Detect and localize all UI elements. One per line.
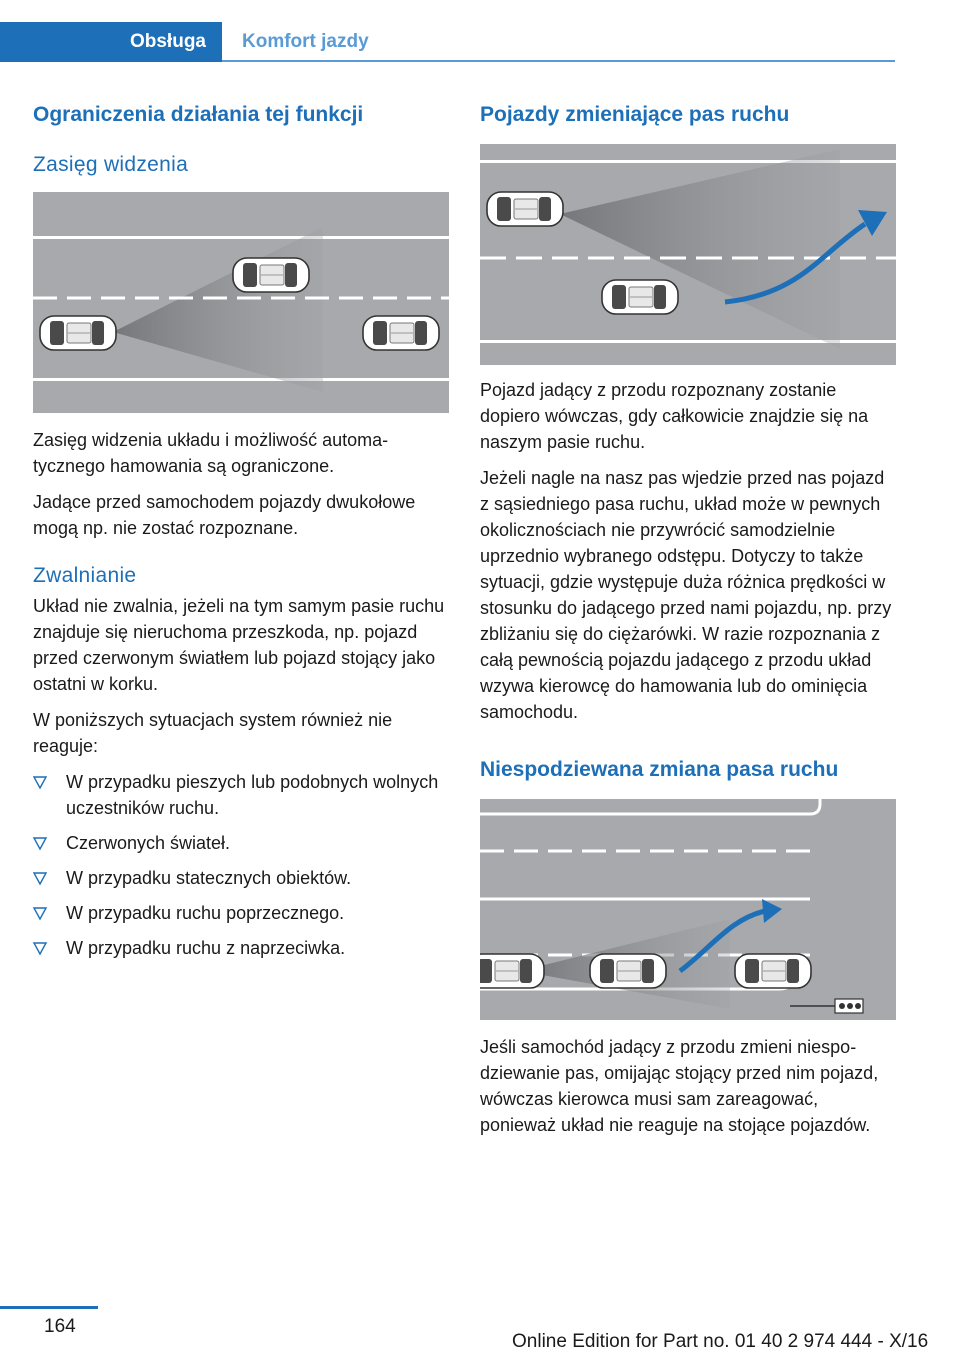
right-column	[480, 100, 896, 1138]
section-heading-ograniczenia: Ograniczenia działania tej funkcji	[33, 103, 364, 126]
list-item: W przypadku ruchu z naprzeciwka.	[33, 935, 449, 961]
left-column	[33, 100, 449, 970]
triangle-bullet-icon	[33, 865, 47, 891]
tab-obsluga[interactable]: Obsługa	[0, 22, 222, 62]
section-heading-lane-changing: Pojazdy zmieniające pas ruchu	[480, 103, 790, 126]
list-item: W przypadku ruchu poprzecznego.	[33, 900, 449, 926]
paragraph-no-deceleration: Układ nie zwalnia, jeżeli na tym samym pasie ruchu znajduje się nieruchoma przeszkoda, np. pojazd przed czerwonym światłem lub pojazd stojący jako ostatni w korku.	[33, 596, 445, 694]
page-number: 164	[44, 1316, 76, 1337]
figure-lane-changing-vehicle	[480, 144, 896, 365]
paragraph-situations-intro: W poniższych sytuacjach system również nie reaguje:	[33, 710, 393, 756]
footer-divider	[0, 1306, 98, 1309]
page-header	[0, 22, 895, 62]
subheading-zwalnianie: Zwalnianie	[33, 564, 137, 587]
triangle-bullet-icon	[33, 769, 47, 795]
figure-range-of-view	[33, 192, 449, 413]
paragraph-two-wheelers: Jadące przed samochodem pojazdy dwukołowe mogą np. nie zostać rozpoznane.	[33, 492, 416, 538]
figure-unexpected-lane-change	[480, 799, 896, 1020]
paragraph-recognized-when: Pojazd jadący z przodu rozpoznany zostanie dopiero wówczas, gdy całkowicie znajdzie się na naszym pasie ruchu.	[480, 380, 869, 452]
list-item: Czerwonych świateł.	[33, 830, 449, 856]
triangle-bullet-icon	[33, 830, 47, 856]
triangle-bullet-icon	[33, 935, 47, 961]
edition-note: Online Edition for Part no. 01 40 2 974 444 - X/16	[512, 1331, 929, 1352]
paragraph-range-limited: Zasięg widzenia układu i możliwość automatycznego hamowania są ograniczone.	[33, 430, 389, 476]
tab-komfort-jazdy[interactable]: Komfort jazdy	[242, 31, 369, 52]
triangle-bullet-icon	[33, 900, 47, 926]
header-divider	[222, 60, 895, 62]
situations-list	[33, 769, 449, 961]
section-heading-unexpected-lane-change: Niespodziewana zmiana pasa ruchu	[480, 758, 839, 781]
paragraph-driver-must-react: Jeśli samochód jadący z przodu zmieni niespodziewanie pas, omijając stojący przed nim pojazd, wówczas kierowca musi sam zareagować, ponieważ układ nie reaguje na stojące pojazdów.	[480, 1037, 879, 1135]
paragraph-cut-in: Jeżeli nagle na nasz pas wjedzie przed nas pojazd z sąsiedniego pasa ruchu, układ może w pewnych okolicznościach nie przywrócić samodzielnie uprzednio wybranego odstępu. Dotyczy to także sytuacji, gdzie występuje duża różnica prędkości w stosunku do jadącego przed nami pojazdu, np. przy zbliżaniu się do ciężarówki. W razie rozpoznania z całą pewnością pojazdu jadącego z przodu układ wzywa kierowcę do hamowania lub do ominięcia samochodu.	[480, 468, 892, 722]
list-item: W przypadku pieszych lub podobnych wolnych uczestników ruchu.	[33, 769, 449, 821]
list-item: W przypadku statecznych obiektów.	[33, 865, 449, 891]
subheading-zasieg-widzenia: Zasięg widzenia	[33, 153, 189, 176]
